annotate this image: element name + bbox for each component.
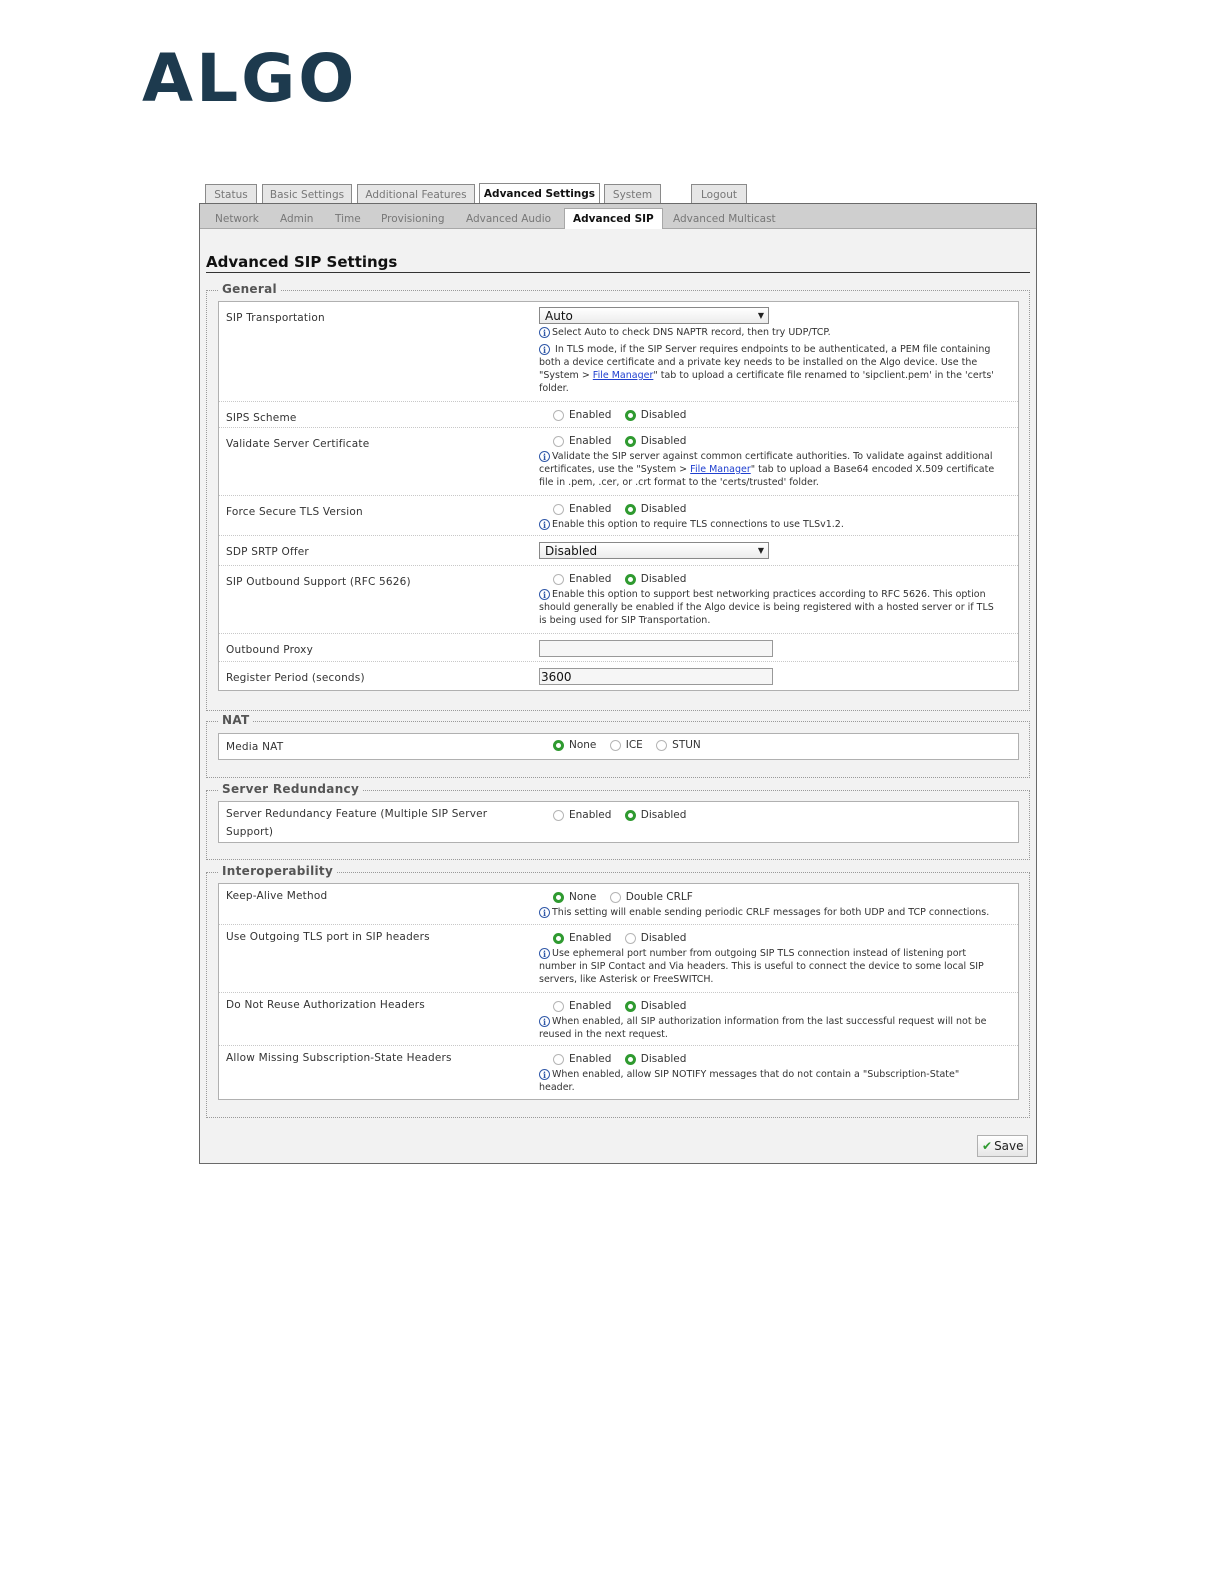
file-manager-link[interactable]: File Manager <box>592 370 654 381</box>
row-sdp-srtp-offer <box>219 535 1018 565</box>
keep-alive-radios: None Double CRLF <box>553 891 703 907</box>
row-no-reuse-auth <box>219 992 1018 1045</box>
row-server-redundancy <box>219 802 1018 842</box>
general-legend: General <box>219 282 280 296</box>
media-nat-stun-radio[interactable] <box>656 740 667 751</box>
sips-scheme-enabled-radio[interactable] <box>553 410 564 421</box>
force-tls-disabled-radio[interactable] <box>625 504 636 515</box>
outgoing-tls-disabled-radio[interactable] <box>625 933 636 944</box>
sip-outbound-enabled-radio[interactable] <box>553 574 564 585</box>
nat-legend: NAT <box>219 713 252 727</box>
label-server-redundancy: Server Redundancy Feature (Multiple SIP Server Support) <box>226 808 488 838</box>
row-sips-scheme <box>219 401 1018 427</box>
page-title: Advanced SIP Settings <box>206 253 398 271</box>
allow-missing-sub-state-enabled-radio[interactable] <box>553 1054 564 1065</box>
info-icon: i <box>539 451 550 462</box>
tab-system[interactable]: System <box>604 184 661 203</box>
sip-outbound-disabled-radio[interactable] <box>625 574 636 585</box>
row-sip-outbound <box>219 565 1018 633</box>
subtab-advanced-multicast[interactable]: Advanced Multicast <box>673 213 776 225</box>
validate-cert-radios: Enabled Disabled <box>553 435 696 451</box>
label-register-period: Register Period (seconds) <box>226 672 365 684</box>
info-icon: i <box>539 327 550 338</box>
tab-logout[interactable]: Logout <box>691 184 747 203</box>
sip-outbound-info: i Enable this option to support best networking practices according to RFC 5626. This option should generally be enabled if the Algo device is being registered with a hosted server or if TLS is being used for SIP Transportation. <box>539 589 994 626</box>
checkmark-icon: ✔ <box>982 1139 993 1153</box>
interoperability-legend: Interoperability <box>219 864 336 878</box>
sips-scheme-disabled-radio[interactable] <box>625 410 636 421</box>
label-force-secure-tls: Force Secure TLS Version <box>226 506 363 518</box>
outgoing-tls-enabled-radio[interactable] <box>553 933 564 944</box>
allow-missing-sub-state-info: i When enabled, allow SIP NOTIFY messages that do not contain a "Subscription-State" header. <box>539 1069 960 1093</box>
row-sip-transportation <box>219 302 1018 401</box>
file-manager-link[interactable]: File Manager <box>690 464 751 475</box>
server-redundancy-legend: Server Redundancy <box>219 782 362 796</box>
outbound-proxy-input[interactable] <box>539 640 773 657</box>
dropdown-arrow-icon: ▼ <box>757 546 764 555</box>
server-redundancy-section <box>206 782 1030 860</box>
interoperability-table <box>218 883 1019 1100</box>
row-force-secure-tls <box>219 495 1018 535</box>
sdp-srtp-offer-value: Disabled <box>545 544 598 558</box>
no-reuse-auth-disabled-radio[interactable] <box>625 1001 636 1012</box>
media-nat-radios: None ICE STUN <box>553 739 711 755</box>
label-media-nat: Media NAT <box>226 741 284 753</box>
settings-frame <box>199 203 1037 1164</box>
label-allow-missing-sub-state: Allow Missing Subscription-State Headers <box>226 1052 452 1064</box>
media-nat-none-radio[interactable] <box>553 740 564 751</box>
subtab-network[interactable]: Network <box>215 213 259 225</box>
media-nat-ice-radio[interactable] <box>610 740 621 751</box>
nat-table <box>218 733 1019 760</box>
sip-outbound-radios: Enabled Disabled <box>553 573 696 589</box>
label-sip-outbound: SIP Outbound Support (RFC 5626) <box>226 576 411 588</box>
subtab-advanced-sip[interactable]: Advanced SIP <box>564 208 663 230</box>
title-divider <box>206 272 1030 273</box>
info-icon: i <box>539 344 550 355</box>
tab-basic-settings[interactable]: Basic Settings <box>262 184 352 203</box>
info-icon: i <box>539 1016 550 1027</box>
label-validate-server-certificate: Validate Server Certificate <box>226 438 370 450</box>
sdp-srtp-offer-select[interactable] <box>539 542 769 559</box>
subtab-time[interactable]: Time <box>335 213 361 225</box>
sip-transportation-info-1: i Select Auto to check DNS NAPTR record, then try UDP/TCP. <box>539 326 994 339</box>
validate-cert-disabled-radio[interactable] <box>625 436 636 447</box>
label-no-reuse-auth: Do Not Reuse Authorization Headers <box>226 999 425 1011</box>
row-register-period <box>219 661 1018 691</box>
row-keep-alive <box>219 884 1018 924</box>
label-outgoing-tls-port: Use Outgoing TLS port in SIP headers <box>226 931 430 943</box>
subtab-advanced-audio[interactable]: Advanced Audio <box>466 213 552 225</box>
server-redundancy-disabled-radio[interactable] <box>625 810 636 821</box>
register-period-input[interactable]: 3600 <box>539 668 773 685</box>
save-button[interactable]: ✔ Save <box>977 1135 1028 1157</box>
no-reuse-auth-info: i When enabled, all SIP authorization information from the last successful request will not be reused in the next request. <box>539 1016 987 1040</box>
nat-section <box>206 713 1030 778</box>
allow-missing-sub-state-radios: Enabled Disabled <box>553 1053 696 1069</box>
general-table <box>218 301 1019 691</box>
tab-advanced-settings[interactable]: Advanced Settings <box>479 183 600 204</box>
row-allow-missing-sub-state <box>219 1045 1018 1099</box>
sips-scheme-radios: Enabled Disabled <box>553 409 696 425</box>
info-icon: i <box>539 589 550 600</box>
label-outbound-proxy: Outbound Proxy <box>226 644 313 656</box>
info-icon: i <box>539 907 550 918</box>
info-icon: i <box>539 1069 550 1080</box>
label-sdp-srtp-offer: SDP SRTP Offer <box>226 546 309 558</box>
force-tls-enabled-radio[interactable] <box>553 504 564 515</box>
info-icon: i <box>539 948 550 959</box>
row-outbound-proxy <box>219 633 1018 661</box>
algo-logo: ALGO <box>142 40 358 117</box>
sub-tab-bar <box>200 204 1036 229</box>
row-outgoing-tls-port <box>219 924 1018 992</box>
label-sips-scheme: SIPS Scheme <box>226 412 297 424</box>
interoperability-section <box>206 864 1030 1118</box>
allow-missing-sub-state-disabled-radio[interactable] <box>625 1054 636 1065</box>
force-tls-info: i Enable this option to require TLS connections to use TLSv1.2. <box>539 518 999 531</box>
outgoing-tls-radios: Enabled Disabled <box>553 932 696 948</box>
force-tls-radios: Enabled Disabled <box>553 503 696 519</box>
server-redundancy-enabled-radio[interactable] <box>553 810 564 821</box>
validate-cert-enabled-radio[interactable] <box>553 436 564 447</box>
sip-transportation-value: Auto <box>545 309 573 323</box>
no-reuse-auth-enabled-radio[interactable] <box>553 1001 564 1012</box>
server-redundancy-radios: Enabled Disabled <box>553 809 696 825</box>
info-icon: i <box>539 519 550 530</box>
sip-transportation-select[interactable] <box>539 307 769 324</box>
validate-cert-info: i Validate the SIP server against common certificate authorities. To validate against additional certificates, use the "System > File Manager" tab to upload a Base64 encoded X.509 certificate file in .pem, .cer, or .crt format to the 'certs/trusted' folder. <box>539 451 995 488</box>
dropdown-arrow-icon: ▼ <box>757 311 764 320</box>
keep-alive-info: i This setting will enable sending periodic CRLF messages for both UDP and TCP connections. <box>539 906 999 919</box>
keep-alive-none-radio[interactable] <box>553 892 564 903</box>
no-reuse-auth-radios: Enabled Disabled <box>553 1000 696 1016</box>
row-validate-server-certificate <box>219 427 1018 495</box>
general-section <box>206 282 1030 711</box>
label-sip-transportation: SIP Transportation <box>226 312 325 324</box>
server-redundancy-table <box>218 801 1019 843</box>
tab-additional-features[interactable]: Additional Features <box>357 184 475 203</box>
subtab-provisioning[interactable]: Provisioning <box>381 213 445 225</box>
row-media-nat <box>219 734 1018 760</box>
label-keep-alive: Keep-Alive Method <box>226 890 328 902</box>
subtab-admin[interactable]: Admin <box>280 213 314 225</box>
sip-transportation-info-2: i In TLS mode, if the SIP Server requires endpoints to be authenticated, a PEM file containing both a device certificate and a private key needs to be installed on the Algo device. Use the "System > File Manager" tab to upload a certificate file renamed to 'sipclient.pem' in the 'certs' folder. <box>539 344 994 394</box>
outgoing-tls-info: i Use ephemeral port number from outgoing SIP TLS connection instead of listening port number in SIP Contact and Via headers. This is useful to connect the device to some local SIP servers, like Asterisk or FreeSWITCH. <box>539 948 984 985</box>
keep-alive-double-crlf-radio[interactable] <box>610 892 621 903</box>
tab-status[interactable]: Status <box>205 184 257 203</box>
